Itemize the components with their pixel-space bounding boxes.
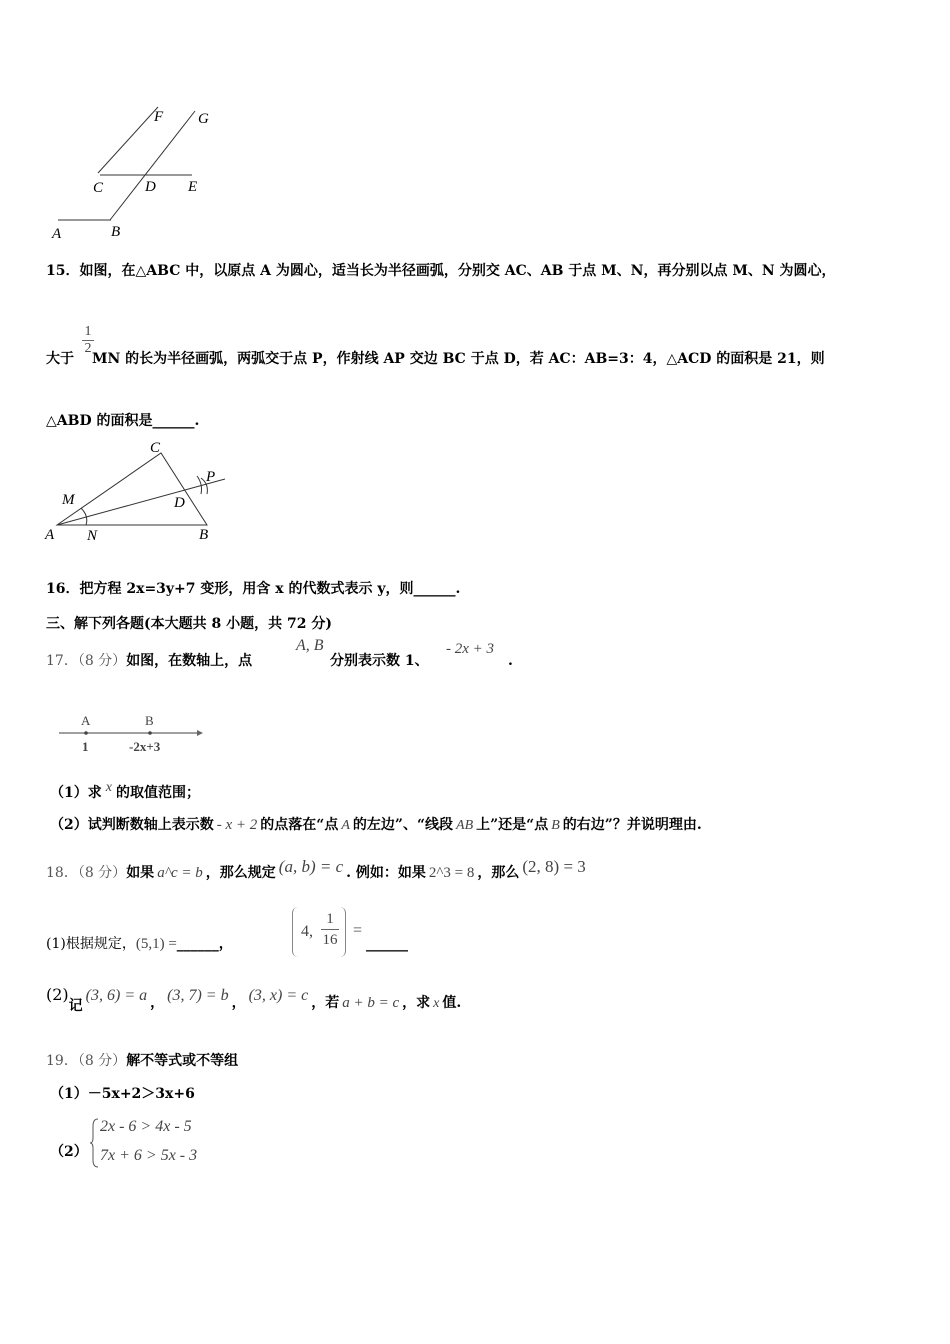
q19-part2-label: （2） <box>50 1144 88 1160</box>
label-m: M <box>62 492 75 508</box>
q17-part2-e: 的右边”？并说明理由. <box>562 817 702 833</box>
q17-math-ab: A, B <box>296 637 324 654</box>
q17-number: 17． <box>46 653 78 669</box>
q18-line <box>46 857 589 882</box>
parallel-lines-figure <box>50 105 220 245</box>
value-b-label: -2x+3 <box>129 739 161 754</box>
q17-part2-AB: AB <box>456 818 474 833</box>
q18-p1-frac-num: 1 <box>326 911 334 927</box>
q18-p2-c: ，求 <box>402 995 431 1011</box>
number-line-arrow <box>197 730 203 736</box>
q17-text-a: 如图，在数轴上，点 <box>126 653 253 669</box>
q18-number: 18． <box>46 865 78 881</box>
label-b2: B <box>199 527 209 543</box>
q17-part2-b: 的点落在“点 <box>260 817 339 833</box>
label-c2: C <box>150 440 161 456</box>
q18-part1 <box>46 935 233 953</box>
q18-p2-b: ，若 <box>311 995 340 1011</box>
q18-p2-x: x <box>433 996 440 1011</box>
q18-math2: (a, b) = c <box>278 857 344 876</box>
line-bg <box>110 111 198 220</box>
q18-text-d: ，那么 <box>477 865 520 881</box>
label-a: A <box>52 226 62 242</box>
q17-part2-d: 上”还是“点 <box>476 817 549 833</box>
q17-math-expr: - 2x + 3 <box>446 641 495 657</box>
point-b-label: B <box>145 713 154 728</box>
q17-part2-expr: - x + 2 <box>216 817 258 833</box>
q18-p1-blank2: ______ <box>366 936 408 952</box>
line-cf <box>98 107 158 173</box>
arc-p1 <box>197 476 202 494</box>
q18-p1-label: (1)根据规定， <box>46 936 136 952</box>
q17-part1 <box>50 780 200 803</box>
q17-part2-B: B <box>551 818 560 833</box>
q18-math4: (2, 8) = 3 <box>522 857 586 876</box>
label-a2: A <box>45 527 55 543</box>
q18-p2-d: 值. <box>442 995 462 1011</box>
q19-text: 解不等式或不等组 <box>126 1053 239 1069</box>
q18-p2-math2: (3, 7) = b <box>167 987 229 1004</box>
q18-p1-blank1: ______ <box>176 936 219 952</box>
label-p: P <box>206 469 216 485</box>
section3-heading: 三、解下列各题(本大题共 8 小题，共 72 分) <box>46 616 332 632</box>
system-brace <box>90 1118 100 1168</box>
label-c: C <box>93 180 104 196</box>
label-g: G <box>198 111 209 127</box>
point-a-label: A <box>81 713 91 728</box>
q15-line2-b: MN 的长为半径画弧，两弧交于点 P，作射线 AP 交边 BC 于点 D，若 AC：AB=3：4，△ACD 的面积是 21，则 <box>92 351 825 367</box>
arc-mn <box>81 508 87 525</box>
point-a-dot <box>84 731 88 735</box>
q15-frac-num: 1 <box>84 324 92 339</box>
triangle-figure <box>45 438 245 548</box>
q15-frac-den: 2 <box>82 340 94 357</box>
q15-line1-text: 如图，在△ABC 中，以原点 A 为圆心，适当长为半径画弧，分别交 AC、AB 于点 M、N，再分别以点 M、N 为圆心， <box>79 263 836 279</box>
label-b: B <box>111 224 121 240</box>
q18-part2: (2)记(3, 6) = a ， (3, 7) = b ， (3, x) = c ，若 a + b = c ，求 x 值. <box>46 985 462 1014</box>
q19-line <box>46 1052 238 1070</box>
q15-line2-a: 大于 <box>46 351 74 367</box>
label-f: F <box>154 109 164 125</box>
q18-text-a: 如果 <box>126 865 155 881</box>
q18-p1-frac <box>321 909 339 950</box>
q17-part1-b: 的取值范围； <box>115 785 200 801</box>
q17-part2-a: （2）试判断数轴上表示数 <box>50 817 214 833</box>
ray-ap <box>57 479 225 525</box>
q18-p2-math1: (3, 6) = a <box>85 987 148 1004</box>
q18-p2-math3: (3, x) = c <box>248 987 309 1004</box>
q15-line2 <box>46 350 825 368</box>
q17-part1-x: x <box>105 780 112 795</box>
q17-line <box>46 652 252 670</box>
q18-text-c: . 例如：如果 <box>346 865 426 881</box>
q18-math1: a^c = b <box>157 865 203 881</box>
q17-part2-c: 的左边”、“线段 <box>352 817 454 833</box>
q18-p1-math1: (5,1) = <box>135 936 177 952</box>
q17-part2-A: A <box>341 818 350 833</box>
q15-line3: △ABD 的面积是______. <box>46 413 200 429</box>
q19-ineq2: 7x + 6 > 5x - 3 <box>100 1147 198 1164</box>
label-d2: D <box>174 495 185 511</box>
q19-number: 19． <box>46 1053 78 1069</box>
q17-text-end: . <box>508 653 513 669</box>
q18-p1-paren <box>292 907 346 957</box>
q18-p2-label: (2) <box>46 985 69 1004</box>
label-e: E <box>188 179 198 195</box>
value-a-label: 1 <box>82 739 89 754</box>
q17-text-b: 分别表示数 1、 <box>330 653 429 669</box>
triangle-abc <box>57 453 207 525</box>
q18-points: （8 分） <box>77 865 127 881</box>
point-b-dot <box>148 731 152 735</box>
q15-number: 15． <box>46 263 80 279</box>
q18-p2-ji: 记 <box>68 998 83 1014</box>
q18-p1-comma: ， <box>218 936 233 952</box>
q18-p1-frac-den: 16 <box>321 929 339 950</box>
q18-p1-eq: = <box>353 922 363 939</box>
label-n: N <box>87 528 98 544</box>
q18-math3: 2^3 = 8 <box>428 865 475 881</box>
q17-part1-a: （1）求 <box>50 785 102 801</box>
q19-ineq1: 2x - 6 > 4x - 5 <box>100 1118 192 1135</box>
q18-p1-math2-a: 4, <box>301 923 313 940</box>
q16-text: 16．把方程 2x=3y+7 变形，用含 x 的代数式表示 y，则______. <box>46 581 461 597</box>
q15-line1 <box>46 262 836 280</box>
q18-p2-math4: a + b = c <box>342 995 400 1011</box>
label-d: D <box>145 179 156 195</box>
q17-points: （8 分） <box>77 653 127 669</box>
q18-text-b: ，那么规定 <box>205 865 276 881</box>
q19-part1: （1）－5x+2＞3x+6 <box>50 1086 195 1102</box>
q17-part2 <box>50 816 702 835</box>
number-line-figure <box>55 710 215 760</box>
q19-points: （8 分） <box>77 1053 127 1069</box>
